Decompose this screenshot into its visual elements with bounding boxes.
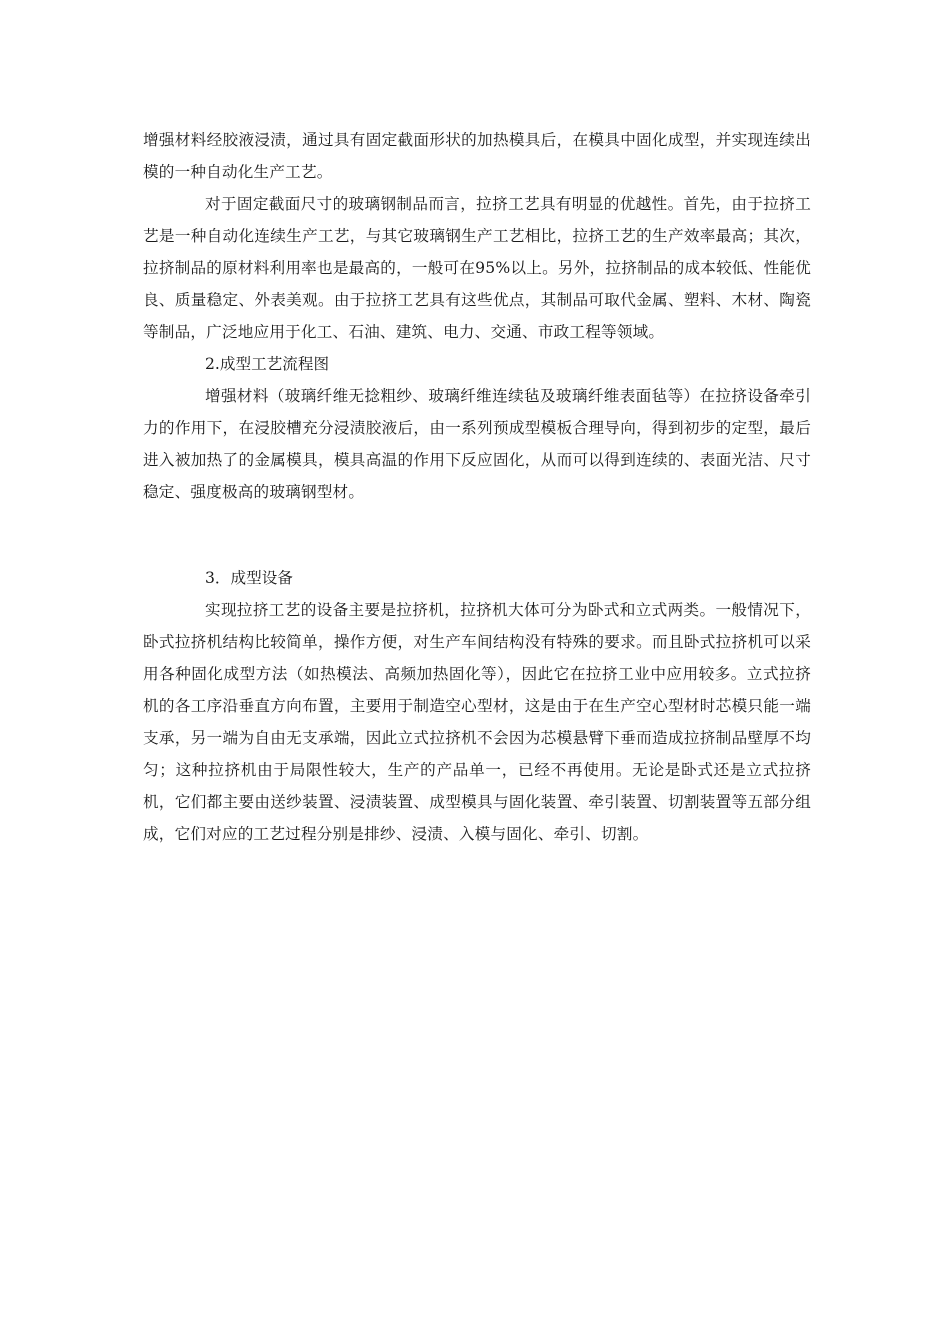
blank-spacer [143,508,811,562]
paragraph-pultrusion-advantages: 对于固定截面尺寸的玻璃钢制品而言，拉挤工艺具有明显的优越性。首先，由于拉挤工艺是一种自动化连续生产工艺，与其它玻璃钢生产工艺相比，拉挤工艺的生产效率最高；其次，拉挤制品的原材料利用率也是最高的，一般可在95%以上。另外，拉挤制品的成本较低、性能优良、质量稳定、外表美观。由于拉挤工艺具有这些优点，其制品可取代金属、塑料、木材、陶瓷等制品，广泛地应用于化工、石油、建筑、电力、交通、市政工程等领域。 [143,195,811,341]
section-heading-process-flow: 2.成型工艺流程图 [205,355,330,373]
document-body [143,124,811,850]
paragraph-equipment: 实现拉挤工艺的设备主要是拉挤机，拉挤机大体可分为卧式和立式两类。一般情况下，卧式拉挤机结构比较简单，操作方便，对生产车间结构没有特殊的要求。而且卧式拉挤机可以采用各种固化成型方法（如热模法、高频加热固化等），因此它在拉挤工业中应用较多。立式拉挤机的各工序沿垂直方向布置，主要用于制造空心型材，这是由于在生产空心型材时芯模只能一端支承，另一端为自由无支承端，因此立式拉挤机不会因为芯模悬臂下垂而造成拉挤制品壁厚不均匀；这种拉挤机由于局限性较大，生产的产品单一，已经不再使用。无论是卧式还是立式拉挤机，它们都主要由送纱装置、浸渍装置、成型模具与固化装置、牵引装置、切割装置等五部分组成，它们对应的工艺过程分别是排纱、浸渍、入模与固化、牵引、切割。 [143,601,811,843]
paragraph-pultrusion-definition: 增强材料经胶液浸渍，通过具有固定截面形状的加热模具后，在模具中固化成型，并实现连续出模的一种自动化生产工艺。 [143,131,811,181]
paragraph-process-flow: 增强材料（玻璃纤维无捻粗纱、玻璃纤维连续毡及玻璃纤维表面毡等）在拉挤设备牵引力的作用下，在浸胶槽充分浸渍胶液后，由一系列预成型模板合理导向，得到初步的定型，最后进入被加热了的金属模具，模具高温的作用下反应固化，从而可以得到连续的、表面光洁、尺寸稳定、强度极高的玻璃钢型材。 [143,387,811,501]
section-heading-equipment: 3．成型设备 [205,569,293,587]
